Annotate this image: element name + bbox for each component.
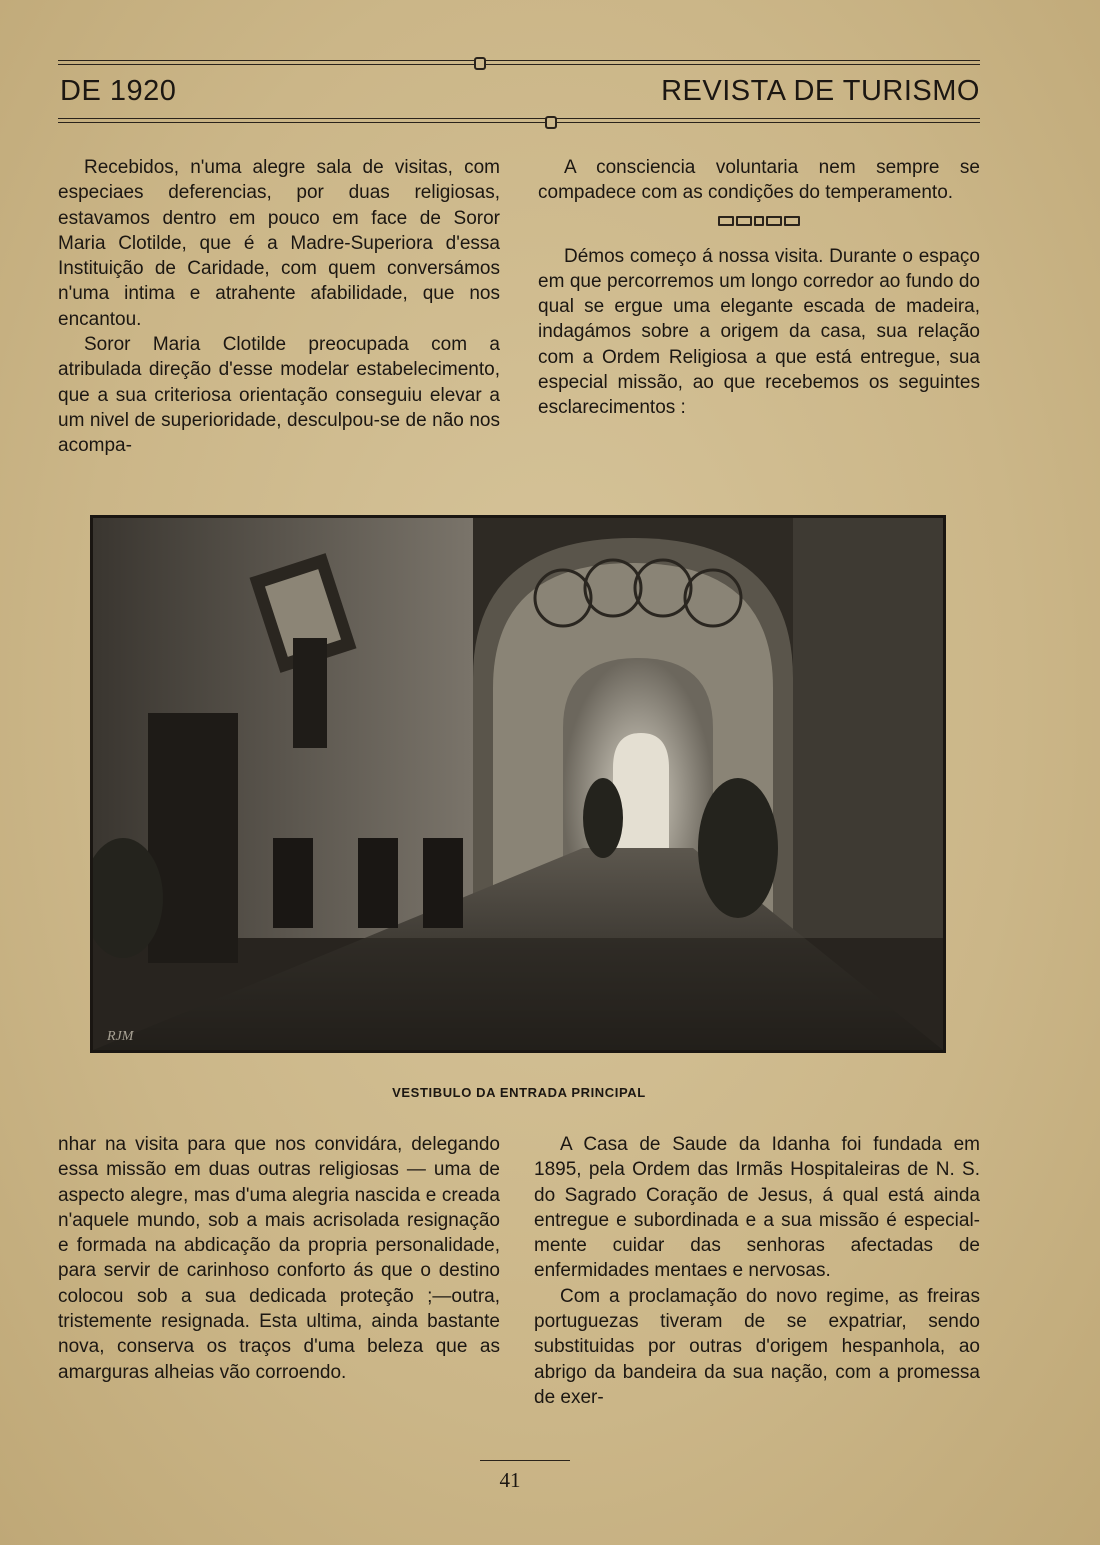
divider-link — [766, 216, 782, 226]
header-bottom-rule — [58, 118, 980, 124]
column-bottom-right — [534, 1132, 980, 1410]
header-date: DE 1920 — [60, 75, 177, 107]
paragraph: Recebidos, n'uma alegre sala de visitas, com especiaes deferencias, por duas religiosas, estavamos dentro em pouco em face de Soror Maria Clotilde, que é a Madre-Superiora d'essa Instituição de Caridade, com quem conversámos n'uma intima e atrahente afabilidade, que nos encantou. — [58, 157, 500, 330]
divider-link — [754, 216, 764, 226]
vestibule-photograph — [90, 515, 946, 1053]
column-top-right — [538, 155, 980, 421]
header-magazine-title: REVISTA DE TURISMO — [661, 75, 980, 107]
divider-link — [784, 216, 800, 226]
section-divider — [538, 216, 980, 226]
footer-rule — [480, 1460, 570, 1461]
page-number: 41 — [499, 1468, 521, 1492]
paragraph: A Casa de Saude da Idanha foi fundada em 1895, pela Ordem das Irmãs Hospitaleiras de N. S. do Sagrado Coração de Jesus, á qual está ainda entregue e subordinada e a sua missão é especialmente cuidar das senhoras afectadas de enfermidades mentaes e nervosas. — [534, 1134, 980, 1282]
paragraph: nhar na visita para que nos convidára, delegando essa missão em duas outras religiosas — uma de aspecto alegre, mas d'uma alegria nascida e creada n'aquele mundo, sob a mais acrisolada resignação e formada na abdicação da propria personalidade, para servir de carinhoso conforto ás que o destino colocou sob a sua dedicada proteção ;—outra, tristemente resignada. Esta ultima, ainda bastante nova, conserva os traços d'uma beleza que as amarguras alheias vão corroendo. — [58, 1134, 500, 1383]
paragraph: Démos começo á nossa visita. Durante o espaço em que percorremos um longo corredor ao fundo do qual se ergue uma elegante escada de madeira, indagámos sobre a origem da casa, sua relação com a Ordem Religiosa a que está entregue, sua especial missão, ao que recebemos os seguintes esclarecimentos : — [538, 245, 980, 419]
photographer-monogram: RJM — [107, 1029, 134, 1044]
header-top-rule — [58, 60, 980, 66]
photo-caption: VESTIBULO DA ENTRADA PRINCIPAL — [392, 1085, 646, 1100]
divider-link — [736, 216, 752, 226]
page-header — [58, 48, 980, 128]
paragraph: Com a proclamação do novo regime, as freiras portuguezas tiveram de se expatriar, sendo substituidas por outras d'origem hespanhola, ao abrigo da bandeira da sua nação, com a promessa de exer- — [534, 1285, 980, 1408]
paragraph: Soror Maria Clotilde preocupada com a atribulada direção d'esse modelar estabelecimento, que a sua criteriosa orientação conseguiu elevar a um nivel de superioridade, desculpou-se de não nos acompa- — [58, 334, 500, 457]
rule-ornament — [474, 57, 486, 70]
rule-ornament — [545, 116, 557, 129]
paragraph: A consciencia voluntaria nem sempre se compadece com as condições do temperamento. — [538, 157, 980, 204]
divider-link — [718, 216, 734, 226]
photo-illustration — [93, 518, 943, 1050]
column-bottom-left — [58, 1132, 500, 1385]
column-top-left — [58, 155, 500, 459]
